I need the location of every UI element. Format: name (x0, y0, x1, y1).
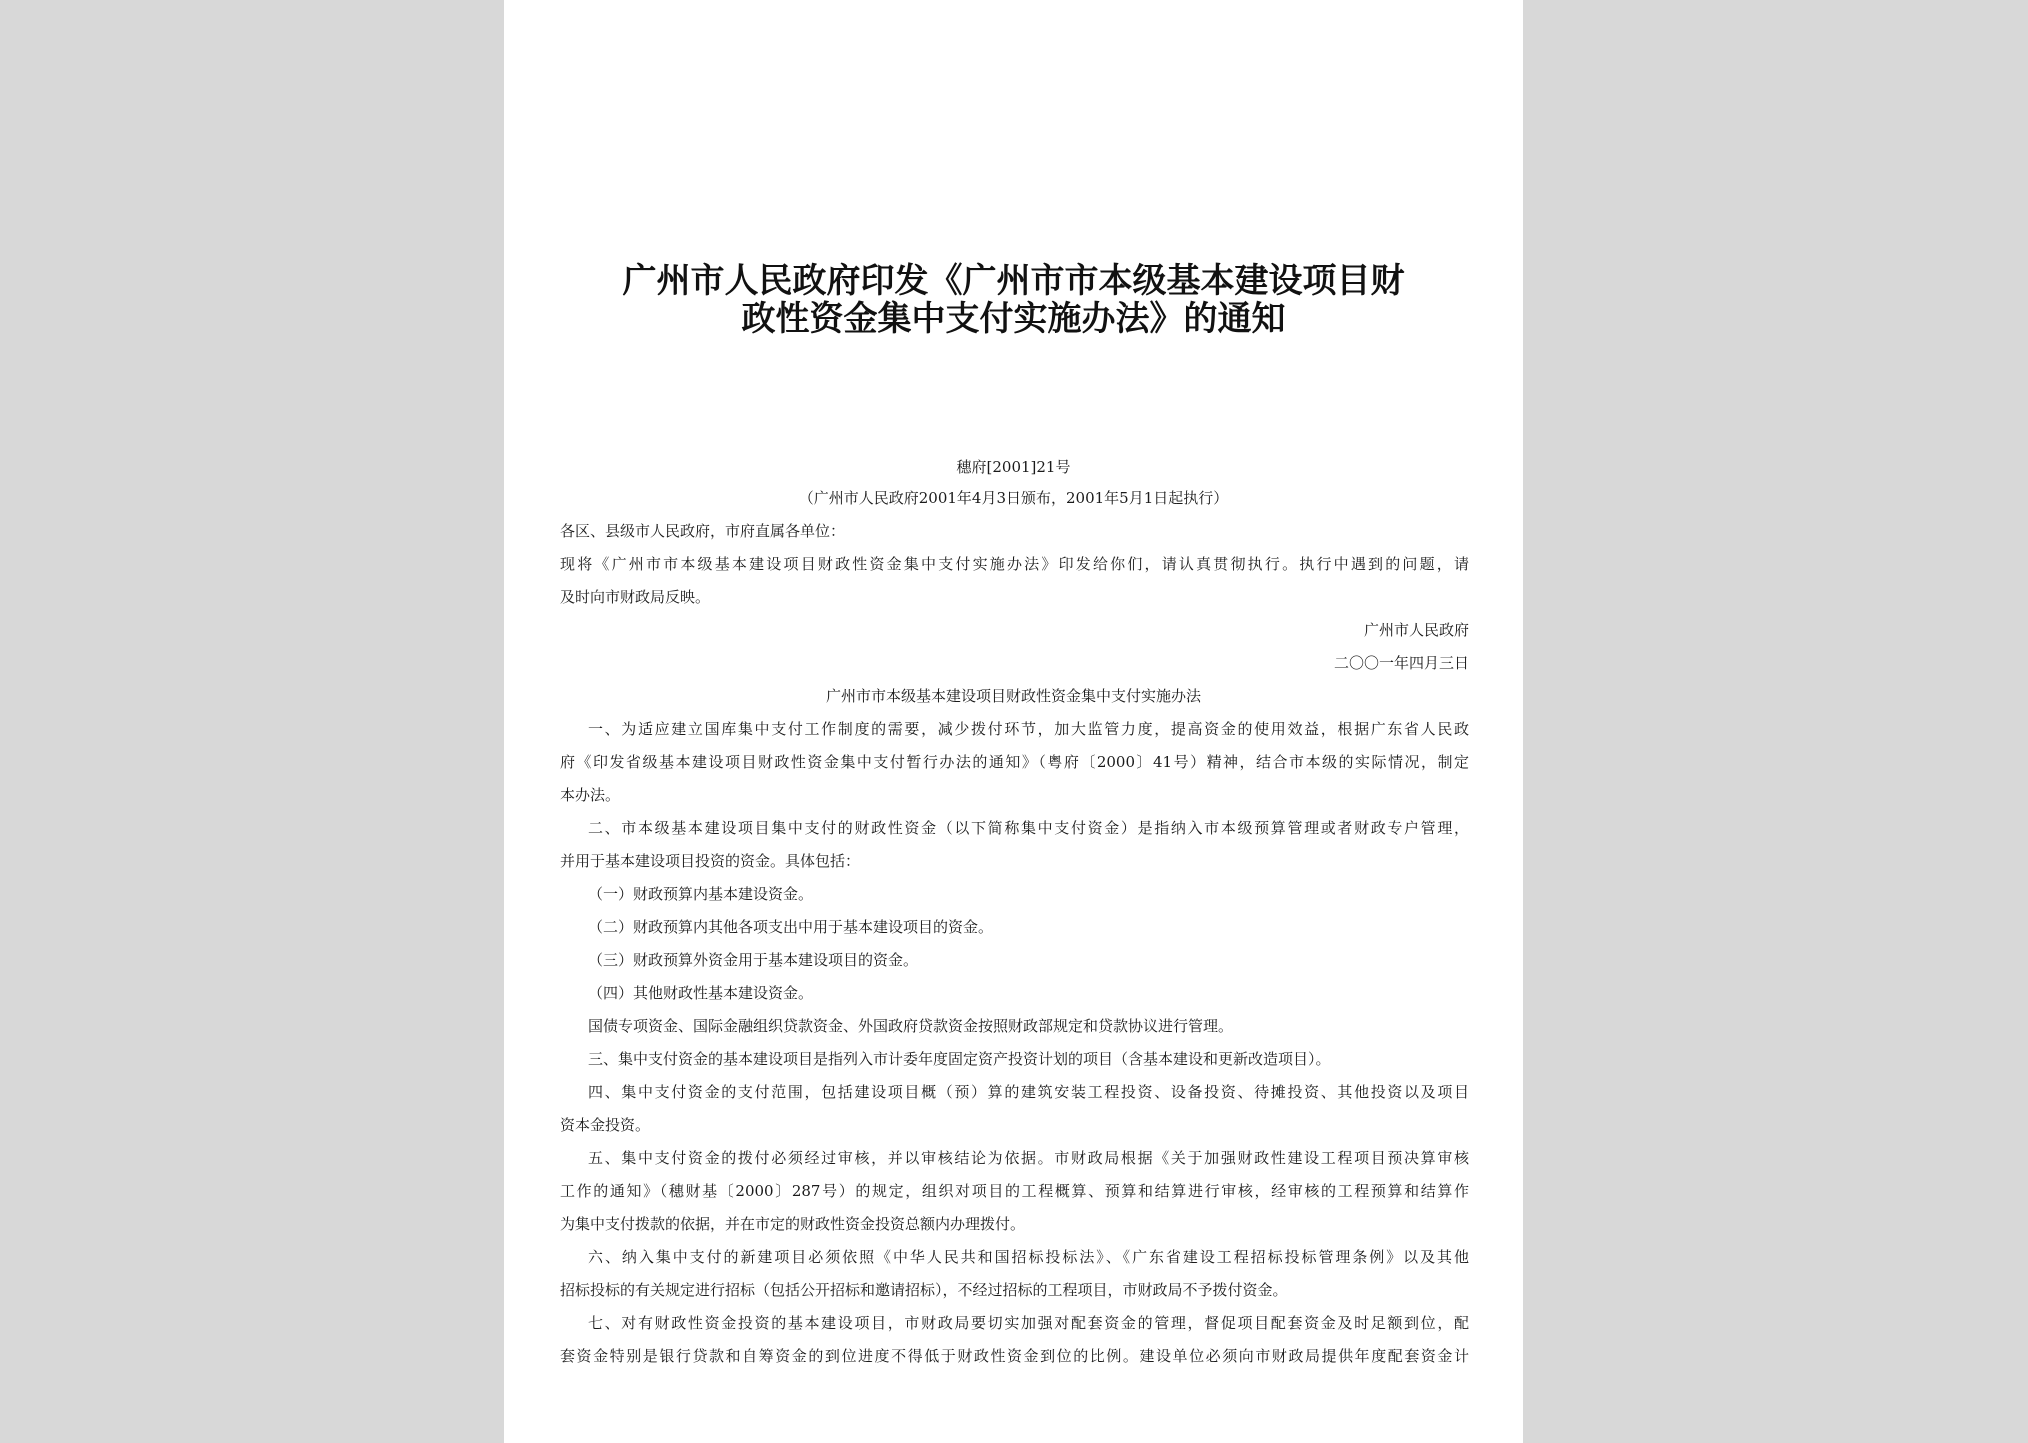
measures-line: 工作的通知》（穗财基〔2000〕287号）的规定，组织对项目的工程概算、预算和结算进行审核，经审核的工程预算和结算作 (560, 1182, 1469, 1200)
document-number: 穗府[2001]21号 (956, 458, 1071, 476)
notice-body-line-1: 现将《广州市市本级基本建设项目财政性资金集中支付实施办法》印发给你们，请认真贯彻执行。执行中遇到的问题，请 (560, 555, 1469, 573)
document-page (504, 0, 1523, 1443)
document-title (504, 262, 1523, 338)
measures-line: 资本金投资。 (560, 1116, 651, 1134)
measures-line: 招标投标的有关规定进行招标（包括公开招标和邀请招标），不经过招标的工程项目，市财政局不予拨付资金。 (560, 1281, 1288, 1299)
measures-line: 三、集中支付资金的基本建设项目是指列入市计委年度固定资产投资计划的项目（含基本建设和更新改造项目）。 (588, 1050, 1331, 1068)
measures-heading: 广州市市本级基本建设项目财政性资金集中支付实施办法 (825, 687, 1201, 705)
measures-line: 六、纳入集中支付的新建项目必须依照《中华人民共和国招标投标法》、《广东省建设工程招标投标管理条例》以及其他 (588, 1248, 1469, 1266)
measures-line: 府《印发省级基本建设项目财政性资金集中支付暂行办法的通知》（粤府〔2000〕41号）精神，结合市本级的实际情况，制定 (560, 753, 1469, 771)
measures-line: 并用于基本建设项目投资的资金。具体包括： (560, 852, 861, 870)
measures-line: （二）财政预算内其他各项支出中用于基本建设项目的资金。 (588, 918, 994, 936)
measures-line: （三）财政预算外资金用于基本建设项目的资金。 (588, 951, 919, 969)
signature: 广州市人民政府 (1363, 621, 1469, 639)
measures-line: 国债专项资金、国际金融组织贷款资金、外国政府贷款资金按照财政部规定和贷款协议进行管理。 (588, 1017, 1234, 1035)
title-line-2: 政性资金集中支付实施办法》的通知 (741, 299, 1286, 339)
measures-line: 二、市本级基本建设项目集中支付的财政性资金（以下简称集中支付资金）是指纳入市本级预算管理或者财政专户管理， (588, 819, 1469, 837)
measures-line: 五、集中支付资金的拨付必须经过审核，并以审核结论为依据。市财政局根据《关于加强财政性建设工程项目预决算审核 (588, 1149, 1469, 1167)
measures-line: （四）其他财政性基本建设资金。 (588, 984, 814, 1002)
title-line-1: 广州市人民政府印发《广州市市本级基本建设项目财 (622, 261, 1405, 301)
issue-info: （广州市人民政府2001年4月3日颁布，2001年5月1日起执行） (798, 489, 1229, 507)
signature-date: 二〇〇一年四月三日 (1333, 654, 1469, 672)
salutation: 各区、县级市人民政府，市府直属各单位： (560, 522, 846, 540)
notice-body-line-2: 及时向市财政局反映。 (560, 588, 711, 606)
measures-line: 本办法。 (560, 786, 621, 804)
measures-line: 一、为适应建立国库集中支付工作制度的需要，减少拨付环节，加大监管力度，提高资金的使用效益，根据广东省人民政 (588, 720, 1469, 738)
measures-line: 七、对有财政性资金投资的基本建设项目，市财政局要切实加强对配套资金的管理，督促项目配套资金及时足额到位，配 (588, 1314, 1469, 1332)
measures-line: （一）财政预算内基本建设资金。 (588, 885, 814, 903)
measures-line: 为集中支付拨款的依据，并在市定的财政性资金投资总额内办理拨付。 (560, 1215, 1026, 1233)
measures-line: 四、集中支付资金的支付范围，包括建设项目概（预）算的建筑安装工程投资、设备投资、待摊投资、其他投资以及项目 (588, 1083, 1469, 1101)
measures-line: 套资金特别是银行贷款和自筹资金的到位进度不得低于财政性资金到位的比例。建设单位必须向市财政局提供年度配套资金计 (560, 1347, 1469, 1365)
